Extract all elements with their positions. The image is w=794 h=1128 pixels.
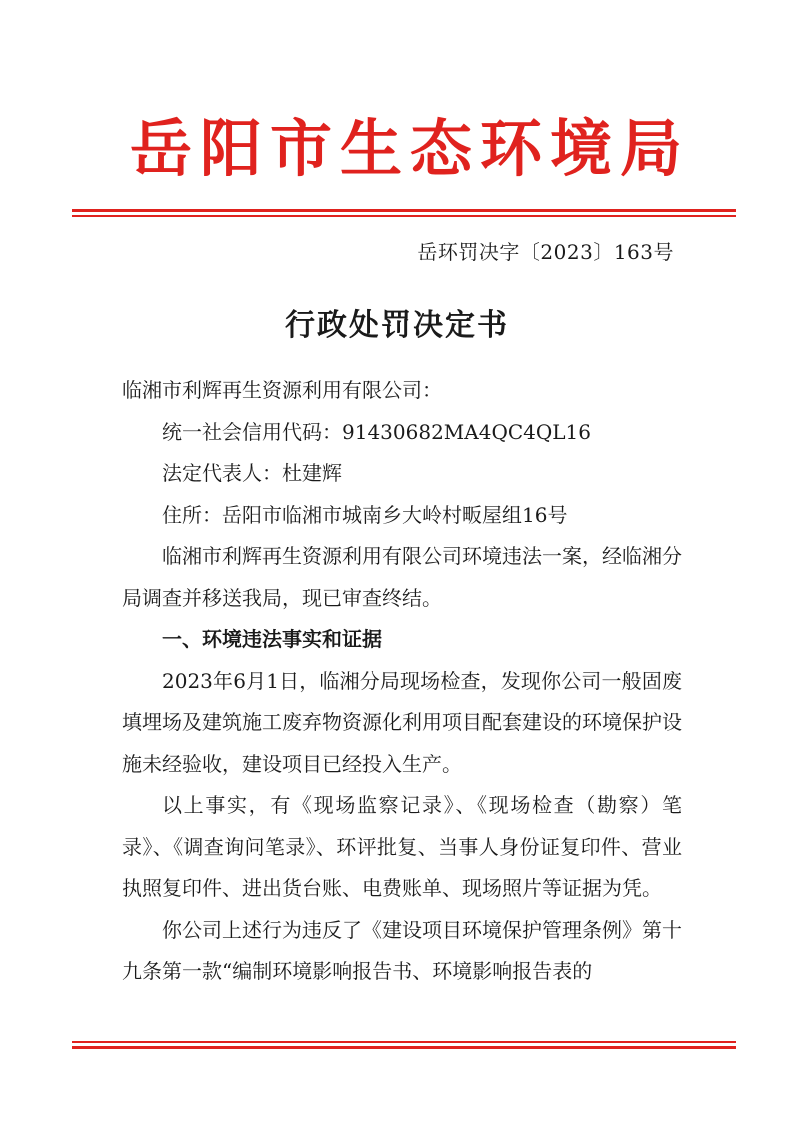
party-name: 临湘市利辉再生资源利用有限公司： — [122, 378, 442, 402]
header-red-rule-thick — [72, 209, 736, 212]
footer-red-rule-thick — [72, 1046, 736, 1049]
party-address: 住所：岳阳市临湘市城南乡大岭村畈屋组16号 — [162, 502, 568, 527]
section-heading: 一、环境违法事实和证据 — [162, 627, 382, 651]
document-title: 行政处罚决定书 — [285, 308, 509, 343]
violation-paragraph: 你公司上述行为违反了《建设项目环境保护管理条例》第十九条第一款“编制环境影响报告书、环境影响报告表的 — [122, 917, 682, 983]
footer-red-rule-thin — [72, 1041, 736, 1043]
document-number: 岳环罚决字〔2023〕163号 — [417, 240, 674, 264]
header-red-rule-thin — [72, 215, 736, 217]
evidence-paragraph: 以上事实，有《现场监察记录》、《现场检查（勘察）笔录》、《调查询问笔录》、环评批复、当事人身份证复印件、营业执照复印件、进出货台账、电费账单、现场照片等证据为凭。 — [122, 793, 682, 900]
agency-name: 岳阳市生态环境局 — [129, 112, 690, 185]
party-credit-code: 统一社会信用代码：91430682MA4QC4QL16 — [162, 419, 591, 444]
party-representative: 法定代表人：杜建辉 — [162, 461, 342, 485]
fact-paragraph: 2023年6月1日，临湘分局现场检查，发现你公司一般固废填埋场及建筑施工废弃物资源化利用项目配套建设的环境保护设施未经验收，建设项目已经投入生产。 — [122, 668, 682, 776]
intro-paragraph: 临湘市利辉再生资源利用有限公司环境违法一案，经临湘分局调查并移送我局，现已审查终结。 — [122, 544, 682, 610]
document-body — [122, 370, 682, 993]
